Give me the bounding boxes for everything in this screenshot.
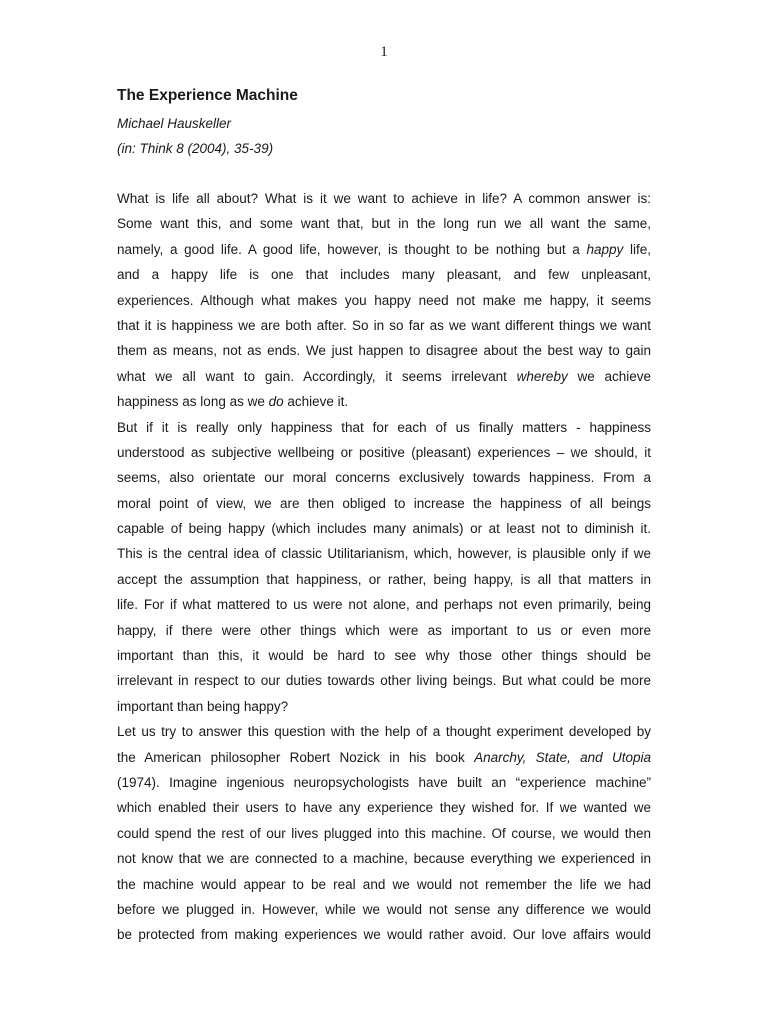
text-run: seems, also orientate our moral concerns exclusively towards happiness. From a [117,470,651,486]
page-number: 1 [380,44,388,60]
text-line [117,237,651,262]
text-line [117,364,651,389]
text-run: Some want this, and some want that, but in the long run we all want the same, [117,216,651,232]
text-run: be protected from making experiences we would rather avoid. Our love affairs would [117,927,651,943]
text-run: irrelevant in respect to our duties towards other living beings. But what could be more [117,673,651,689]
text-run: moral point of view, we are then obliged to increase the happiness of all beings [117,495,651,511]
text-run: namely, a good life. A good life, however, is thought to be nothing but a [117,241,587,257]
text-run: important than this, it would be hard to see why those other things should be [117,648,651,664]
author-line: Michael Hauskeller [117,116,232,131]
text-line [117,795,651,820]
text-run: that it is happiness we are both after. So in so far as we want different things we want [117,317,651,333]
text-line [117,897,651,922]
text-line [117,262,651,287]
text-run: happiness as long as we [117,394,269,410]
text-line [117,719,651,744]
text-run: accept the assumption that happiness, or rather, being happy, is all that matters in [117,571,651,587]
source-citation: (in: Think 8 (2004), 35-39) [117,141,274,156]
text-run: we achieve [567,368,651,384]
text-run: Let us try to answer this question with the help of a thought experiment developed by [117,724,651,740]
text-line [117,592,651,617]
italic-text: whereby [516,368,568,384]
text-line [117,745,651,770]
text-run: capable of being happy (which includes many animals) or at least not to diminish it. [117,521,651,537]
text-run: the machine would appear to be real and we would not remember the life we had [117,876,651,892]
text-run: them as means, not as ends. We just happen to disagree about the best way to gain [117,343,651,359]
text-line [117,643,651,668]
text-run: This is the central idea of classic Utilitarianism, which, however, is plausible only if we [117,546,651,562]
text-line [117,872,651,897]
text-run: happy, if there were other things which were as important to us or even more [117,622,651,638]
text-run: before we plugged in. However, while we would not sense any difference we would [117,901,651,917]
text-run: the American philosopher Robert Nozick in his book [117,749,475,765]
paragraph [117,186,651,415]
text-line [117,415,651,440]
text-line [117,313,651,338]
italic-text: do [268,394,284,410]
text-run: achieve it. [283,394,349,410]
text-line [117,668,651,693]
text-line [117,516,651,541]
text-run: could spend the rest of our lives plugged into this machine. Of course, we would then [117,825,651,841]
paragraph [117,415,651,720]
text-line [117,440,651,465]
text-run: life, [623,241,651,257]
text-line [117,186,651,211]
document-title: The Experience Machine [117,87,298,104]
text-line [117,618,651,643]
text-line [117,770,651,795]
text-line [117,694,651,719]
text-run: experiences. Although what makes you happy need not make me happy, it seems [117,292,651,308]
text-line [117,389,651,414]
text-line [117,541,651,566]
text-run: understood as subjective wellbeing or positive (pleasant) experiences – we should, it [117,444,651,460]
text-line [117,211,651,236]
text-run: and a happy life is one that includes many pleasant, and few unpleasant, [117,267,651,283]
text-line [117,491,651,516]
text-run: But if it is really only happiness that for each of us finally matters - happiness [117,419,651,435]
text-run: important than being happy? [117,698,289,714]
text-line [117,922,651,947]
text-line [117,846,651,871]
text-run: What is life all about? What is it we want to achieve in life? A common answer is: [117,191,651,206]
text-line [117,567,651,592]
body-text [117,186,651,948]
text-run: not know that we are connected to a machine, because everything we experienced in [117,851,651,867]
text-line [117,465,651,490]
text-line [117,821,651,846]
text-run: what we all want to gain. Accordingly, it seems irrelevant [117,368,517,384]
paragraph [117,719,651,948]
text-run: which enabled their users to have any experience they wished for. If we wanted we [117,800,651,816]
text-run: (1974). Imagine ingenious neuropsychologists have built an “experience machine” [117,774,651,790]
text-line [117,288,651,313]
text-line [117,338,651,363]
italic-text: happy [586,241,624,257]
text-run: life. For if what mattered to us were not alone, and perhaps not even primarily, being [117,597,651,613]
italic-text: Anarchy, State, and Utopia [474,749,651,765]
